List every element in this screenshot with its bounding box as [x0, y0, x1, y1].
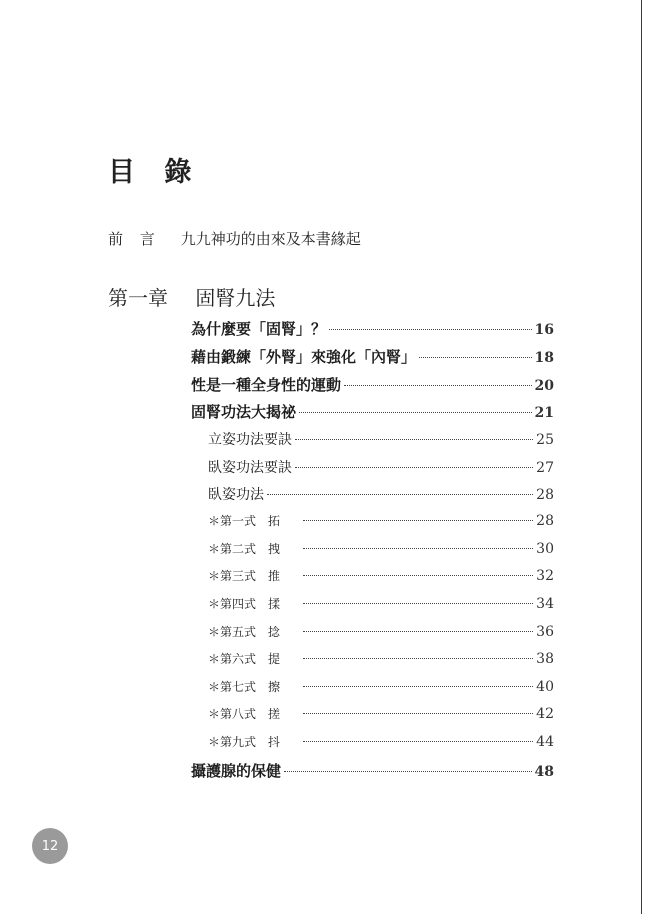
toc-entry-page: 28	[536, 513, 554, 529]
page-number-badge: 12	[32, 828, 68, 864]
toc-entry[interactable]	[208, 512, 554, 532]
toc-entry[interactable]	[191, 401, 554, 421]
toc-entry-page: 28	[536, 487, 554, 503]
toc-entry-title: ＊第四式 揉	[208, 597, 281, 611]
toc-entry-page: 30	[536, 541, 554, 557]
toc-entry[interactable]	[208, 567, 554, 587]
toc-entry-title: 臥姿功法要訣	[208, 460, 292, 476]
dot-leader	[267, 494, 533, 495]
toc-entry[interactable]	[208, 623, 554, 643]
toc-entry[interactable]	[208, 429, 554, 449]
dot-leader	[299, 412, 532, 413]
toc-entry-title: 臥姿功法	[208, 487, 264, 503]
dot-leader	[295, 439, 533, 440]
dot-leader	[303, 603, 533, 604]
toc-entry[interactable]	[191, 374, 554, 394]
toc-entry-page: 34	[536, 596, 554, 612]
toc-entry[interactable]	[191, 346, 554, 366]
dot-leader	[344, 385, 532, 386]
dot-leader	[303, 658, 533, 659]
toc-entry-page: 27	[536, 460, 554, 476]
dot-leader	[303, 575, 533, 576]
toc-entry[interactable]	[208, 733, 554, 753]
toc-entry-title: ＊第九式 抖	[208, 735, 281, 749]
page-edge-line	[641, 0, 642, 914]
toc-entry-page: 48	[534, 764, 554, 780]
dot-leader	[303, 741, 533, 742]
toc-entry-title: ＊第六式 提	[208, 652, 281, 666]
toc-entry[interactable]	[208, 678, 554, 698]
toc-entry-page: 25	[536, 432, 554, 448]
toc-entry-title: 藉由鍛練「外腎」來強化「內腎」	[191, 348, 417, 366]
toc-entry-title: ＊第三式 推	[208, 569, 281, 583]
toc-entry-title: ＊第一式 拓	[208, 514, 281, 528]
toc-entry-title: 性是一種全身性的運動	[191, 376, 342, 394]
toc-entry-title: ＊第八式 搓	[208, 707, 281, 721]
toc-entry-title: ＊第五式 捻	[208, 625, 281, 639]
toc-entry-title: 固腎功法大揭祕	[191, 403, 297, 421]
dot-leader	[303, 548, 533, 549]
toc-entry[interactable]	[208, 484, 554, 504]
toc-entry-page: 42	[536, 706, 554, 722]
toc-entry-page: 18	[534, 350, 554, 366]
toc-entry[interactable]	[208, 705, 554, 725]
dot-leader	[329, 329, 532, 330]
dot-leader	[295, 467, 533, 468]
toc-entry-title: ＊第七式 擦	[208, 680, 281, 694]
toc-entry[interactable]	[208, 457, 554, 477]
toc-entry-page: 38	[536, 651, 554, 667]
preface-entry[interactable]	[108, 228, 361, 249]
toc-entry[interactable]	[208, 650, 554, 670]
toc-entry-title: 立姿功法要訣	[208, 432, 292, 448]
chapter-title: 固腎九法	[195, 286, 276, 310]
dot-leader	[303, 520, 533, 521]
toc-entry-page: 40	[536, 679, 554, 695]
toc-entry[interactable]	[208, 595, 554, 615]
preface-title: 九九神功的由來及本書緣起	[180, 230, 361, 248]
toc-entry-title: ＊第二式 拽	[208, 542, 281, 556]
dot-leader	[284, 771, 532, 772]
chapter-heading[interactable]	[108, 282, 275, 311]
toc-entry-page: 21	[534, 405, 554, 421]
preface-label: 前 言	[108, 230, 161, 248]
toc-entry-title: 攝護腺的保健	[191, 762, 282, 780]
toc-entry-page: 32	[536, 568, 554, 584]
toc-entry-page: 44	[536, 734, 554, 750]
dot-leader	[419, 357, 532, 358]
toc-entry-page: 16	[534, 322, 554, 338]
toc-entry-page: 36	[536, 624, 554, 640]
dot-leader	[303, 686, 533, 687]
toc-entry-page: 20	[534, 378, 554, 394]
dot-leader	[303, 713, 533, 714]
toc-entry[interactable]	[191, 760, 554, 780]
toc-entry-title: 為什麼要「固腎」？	[191, 320, 327, 338]
dot-leader	[303, 631, 533, 632]
toc-entry[interactable]	[208, 540, 554, 560]
page-title: 目 錄	[108, 157, 202, 188]
toc-entry[interactable]	[191, 318, 554, 338]
chapter-number: 第一章	[108, 286, 168, 310]
